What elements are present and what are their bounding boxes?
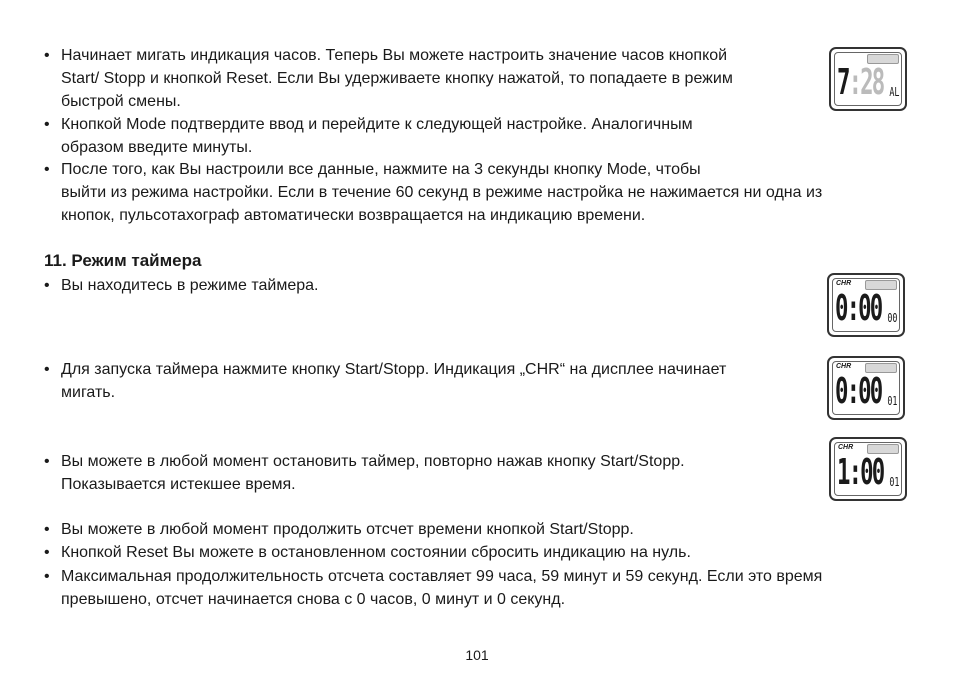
bullet-text: [61, 158, 822, 227]
lcd-lit-digits: 7: [837, 62, 849, 103]
lcd-display-timer-stopped: [829, 437, 907, 501]
page-number: 101: [465, 647, 489, 663]
bullet-marker: •: [44, 521, 50, 538]
text-line: Start/ Stopp и кнопкой Reset. Если Вы удерживаете кнопку нажатой, то попадаете в режим: [61, 70, 733, 87]
lcd-display-clock: [829, 47, 907, 111]
text-line: Начинает мигать индикация часов. Теперь Вы можете настроить значение часов кнопкой: [61, 47, 728, 64]
bullet-marker: •: [44, 47, 50, 64]
text-line: Кнопкой Reset Вы можете в остановленном состоянии сбросить индикацию на нуль.: [61, 544, 691, 561]
lcd-mode-label: CHR: [836, 363, 852, 370]
lcd-lit-digits: 1:00: [837, 452, 884, 493]
lcd-display-timer-ready: [827, 273, 905, 337]
bullet-marker: •: [44, 361, 50, 378]
text-line: Вы можете в любой момент продолжить отсчет времени кнопкой Start/Stopp.: [61, 521, 634, 538]
bullet-text: [61, 450, 685, 496]
bullet-marker: •: [44, 568, 50, 585]
text-line: Вы находитесь в режиме таймера.: [61, 277, 319, 294]
bullet-text: [61, 358, 726, 404]
lcd-mode-label: CHR: [836, 280, 852, 287]
bullet-text: [61, 274, 319, 297]
lcd-main-digits: [837, 453, 883, 493]
text-line: мигать.: [61, 384, 116, 401]
bullet-marker: •: [44, 161, 50, 178]
bullet-text: [61, 518, 634, 541]
text-line: быстрой смены.: [61, 93, 181, 110]
bullet-marker: •: [44, 544, 50, 561]
lcd-main-digits: [835, 372, 881, 412]
lcd-mode-label: CHR: [838, 444, 854, 451]
text-line: кнопок, пульсотахограф автоматически возвращается на индикацию времени.: [61, 207, 646, 224]
text-line: образом введите минуты.: [61, 139, 253, 156]
lcd-small-digits: 01: [886, 394, 897, 408]
bullet-marker: •: [44, 116, 50, 133]
lcd-main-digits: [837, 63, 883, 103]
text-line: превышено, отсчет начинается снова с 0 часов, 0 минут и 0 секунд.: [61, 591, 566, 608]
text-line: Вы можете в любой момент остановить таймер, повторно нажав кнопку Start/Stopp.: [61, 453, 685, 470]
text-line: Кнопкой Mode подтвердите ввод и перейдите к следующей настройке. Аналогичным: [61, 116, 693, 133]
text-line: Максимальная продолжительность отсчета составляет 99 часа, 59 минут и 59 секунд. Если это время: [61, 568, 823, 585]
lcd-dim-digits: :28: [848, 62, 884, 103]
lcd-lit-digits: 0:00: [835, 288, 882, 329]
bullet-marker: •: [44, 277, 50, 294]
lcd-small-digits: AL: [888, 85, 899, 99]
text-line: После того, как Вы настроили все данные, нажмите на 3 секунды кнопку Mode, чтобы: [61, 161, 701, 178]
lcd-lit-digits: 0:00: [835, 371, 882, 412]
text-line: выйти из режима настройки. Если в течение 60 секунд в режиме настройка не нажимается ни одна из: [61, 184, 823, 201]
lcd-main-digits: [835, 289, 881, 329]
section-heading: 11. Режим таймера: [44, 251, 202, 270]
text-line: Для запуска таймера нажмите кнопку Start/Stopp. Индикация „CHR“ на дисплее начинает: [61, 361, 727, 378]
bullet-text: [61, 44, 733, 113]
bullet-text: [61, 565, 822, 611]
bullet-text: [61, 113, 693, 159]
bullet-marker: •: [44, 453, 50, 470]
text-line: Показывается истекшее время.: [61, 476, 296, 493]
lcd-small-digits: 01: [888, 475, 899, 489]
lcd-small-digits: 00: [886, 311, 897, 325]
bullet-text: [61, 541, 691, 564]
lcd-display-timer-running: [827, 356, 905, 420]
